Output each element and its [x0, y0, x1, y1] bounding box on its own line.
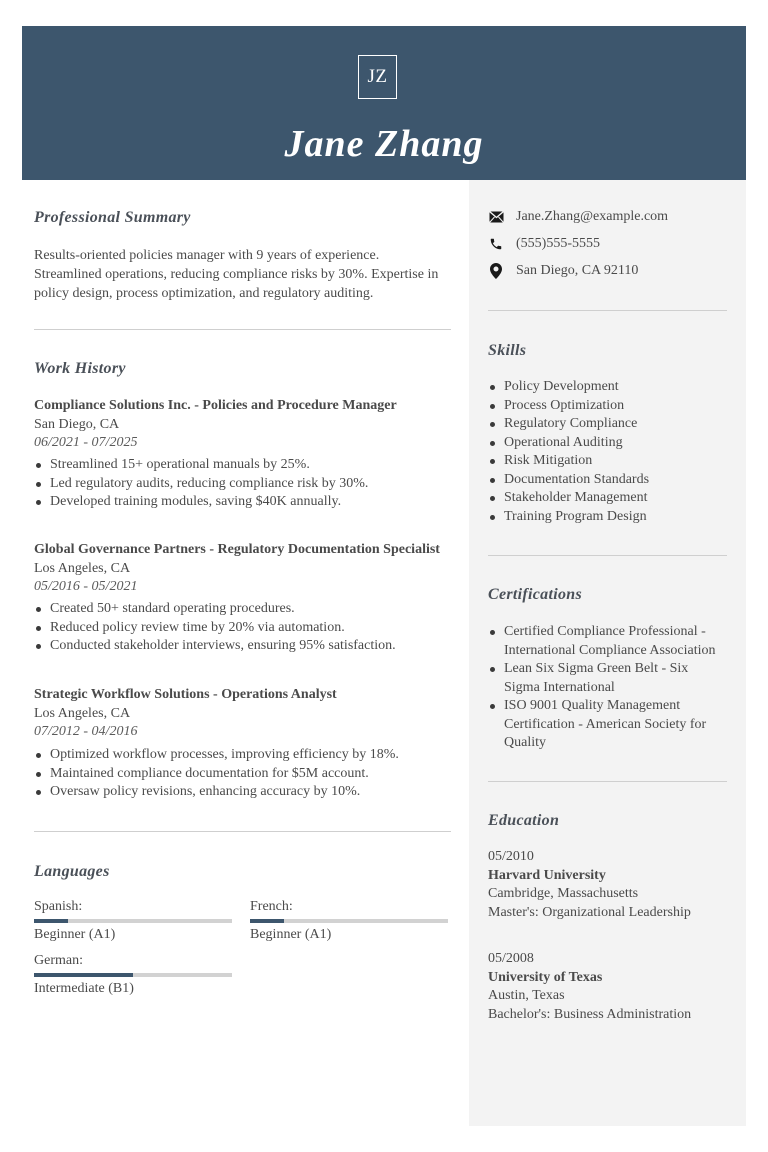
job-title: Strategic Workflow Solutions - Operations Analyst: [34, 687, 337, 702]
section-divider: [488, 310, 727, 311]
education-location: Austin, Texas: [488, 988, 565, 1003]
summary-heading: Professional Summary: [34, 209, 191, 226]
list-item: Stakeholder Management: [488, 489, 728, 508]
candidate-name: Jane Zhang: [284, 123, 484, 165]
language-item: [34, 952, 232, 998]
job-bullets: [34, 600, 451, 656]
envelope-icon: [488, 209, 504, 225]
list-item: Oversaw policy revisions, enhancing accuracy by 10%.: [34, 783, 451, 802]
list-item: Reduced policy review time by 20% via automation.: [34, 619, 451, 638]
job-location: Los Angeles, CA: [34, 561, 131, 576]
job-bullets: [34, 456, 451, 512]
education-degree: Bachelor's: Business Administration: [488, 1006, 692, 1022]
list-item: Conducted stakeholder interviews, ensuring 95% satisfaction.: [34, 637, 451, 656]
education-entry: [488, 848, 728, 922]
job-bullets: [34, 746, 451, 802]
address-text: San Diego, CA 92110: [516, 263, 639, 278]
map-pin-icon: [488, 263, 504, 279]
section-divider: [488, 555, 727, 556]
contact-phone: [488, 236, 600, 252]
list-item: Process Optimization: [488, 397, 728, 416]
phone-icon: [488, 236, 504, 252]
job-dates: 05/2016 - 05/2021: [34, 579, 138, 594]
job-location: Los Angeles, CA: [34, 706, 131, 721]
language-level: Intermediate (B1): [34, 981, 134, 996]
education-entry: [488, 950, 728, 1024]
list-item: Policy Development: [488, 378, 728, 397]
contact-email: [488, 209, 668, 225]
skills-heading: Skills: [488, 342, 527, 359]
sidebar: [469, 180, 746, 1126]
email-text[interactable]: Jane.Zhang@example.com: [516, 209, 669, 224]
proficiency-fill: [34, 973, 133, 977]
education-date: 05/2008: [488, 951, 534, 966]
language-level: Beginner (A1): [34, 927, 116, 942]
education-school: University of Texas: [488, 969, 603, 985]
section-divider: [488, 781, 727, 782]
proficiency-fill: [250, 919, 284, 923]
list-item: Maintained compliance documentation for $5M account.: [34, 765, 451, 784]
list-item: ISO 9001 Quality Management Certification - American Society for Quality: [488, 697, 720, 753]
list-item: Optimized workflow processes, improving efficiency by 18%.: [34, 746, 451, 765]
job-dates: 06/2021 - 07/2025: [34, 435, 138, 450]
languages-heading: Languages: [34, 863, 110, 880]
education-heading: Education: [488, 812, 560, 829]
list-item: Regulatory Compliance: [488, 415, 728, 434]
language-name: Spanish:: [34, 899, 83, 914]
monogram-badge: JZ: [358, 55, 397, 99]
language-item: [34, 898, 232, 944]
list-item: Lean Six Sigma Green Belt - Six Sigma International: [488, 660, 720, 697]
language-name: German:: [34, 953, 83, 968]
job-title: Global Governance Partners - Regulatory Documentation Specialist: [34, 542, 440, 557]
job-entry: [34, 685, 451, 802]
list-item: Training Program Design: [488, 508, 728, 527]
phone-text[interactable]: (555)555-5555: [516, 236, 600, 251]
education-school: Harvard University: [488, 867, 606, 883]
contact-address: [488, 263, 638, 279]
summary-text: Results-oriented policies manager with 9 years of experience. Streamlined operations, reducing compliance risks by 30%. Expertise in policy design, process optimization, and regulatory auditing.: [34, 248, 439, 301]
proficiency-bar: [34, 973, 232, 977]
list-item: Developed training modules, saving $40K annually.: [34, 493, 451, 512]
language-level: Beginner (A1): [250, 927, 332, 942]
resume-header: [22, 26, 746, 180]
proficiency-bar: [34, 919, 232, 923]
skills-list: [488, 378, 728, 526]
list-item: Led regulatory audits, reducing compliance risk by 30%.: [34, 475, 451, 494]
language-name: French:: [250, 899, 293, 914]
education-degree: Master's: Organizational Leadership: [488, 904, 691, 920]
section-divider: [34, 831, 451, 832]
proficiency-bar: [250, 919, 448, 923]
list-item: Streamlined 15+ operational manuals by 25%.: [34, 456, 451, 475]
section-divider: [34, 329, 451, 330]
work-history-heading: Work History: [34, 360, 126, 377]
list-item: Certified Compliance Professional - International Compliance Association: [488, 623, 720, 660]
education-date: 05/2010: [488, 849, 534, 864]
job-entry: [34, 396, 451, 512]
job-entry: [34, 540, 451, 656]
job-location: San Diego, CA: [34, 417, 120, 432]
list-item: Created 50+ standard operating procedures.: [34, 600, 451, 619]
education-location: Cambridge, Massachusetts: [488, 886, 639, 901]
certifications-list: [488, 623, 720, 753]
list-item: Risk Mitigation: [488, 452, 728, 471]
job-dates: 07/2012 - 04/2016: [34, 724, 138, 739]
language-item: [250, 898, 448, 944]
job-title: Compliance Solutions Inc. - Policies and Procedure Manager: [34, 398, 397, 413]
proficiency-fill: [34, 919, 68, 923]
resume-page: [22, 26, 746, 1126]
list-item: Operational Auditing: [488, 434, 728, 453]
list-item: Documentation Standards: [488, 471, 728, 490]
certifications-heading: Certifications: [488, 586, 582, 603]
